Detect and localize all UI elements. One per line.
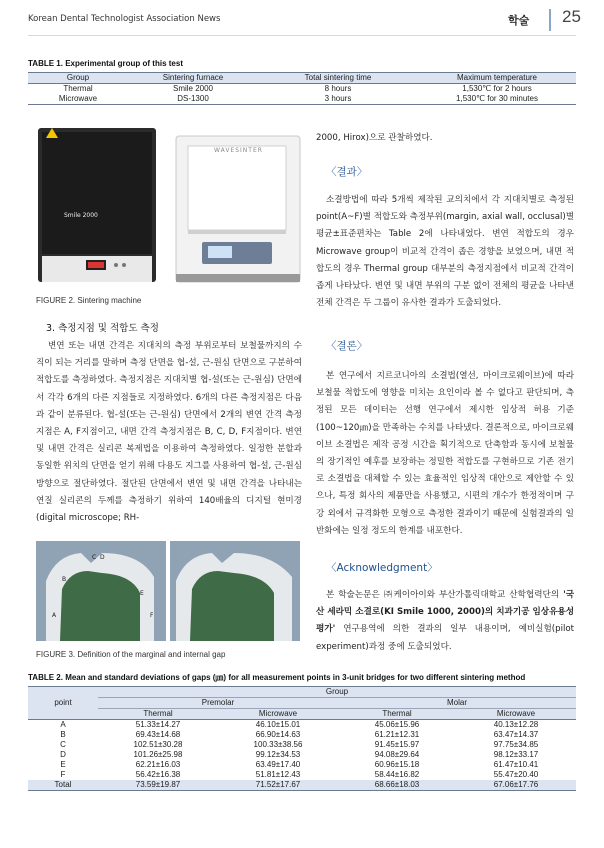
table1 [28, 72, 576, 105]
figure2-image [36, 126, 308, 286]
table2-subheader: Microwave [456, 709, 576, 720]
section-heading-measurement: 3. 측정지점 및 적합도 측정 [46, 323, 159, 334]
section-label: 학술 [508, 14, 530, 27]
table2-cell: 100.33±38.56 [253, 740, 303, 749]
table2-cell: 97.75±34.85 [493, 740, 539, 749]
table2-row [28, 760, 576, 770]
table2-cell: 51.33±14.27 [135, 720, 181, 729]
table2-cell: 61.21±12.31 [374, 730, 420, 739]
table2-group-header: Group [98, 687, 576, 698]
figure3-point-label: E [140, 590, 144, 597]
figure3-point-label: D [100, 554, 105, 561]
table1-cell: DS-1300 [128, 94, 258, 105]
table1-row [28, 84, 576, 95]
ack-project-title: '국산 세라믹 소결로(KI Smile 1000, 2000)의 치과기공 임상유용성 평가' [316, 590, 574, 635]
figure3-caption: FIGURE 3. Definition of the marginal and internal gap [36, 650, 226, 659]
table1-cell: 1,530℃ for 30 minutes [418, 94, 576, 105]
ack-text: 본 학술논문은 ㈜케이아이와 부산가톨릭대학교 산학협력단의 [326, 590, 564, 600]
table2-row [28, 730, 576, 740]
figure2-caption: FIGURE 2. Sintering machine [36, 296, 142, 305]
table2-subheader: Thermal [98, 709, 218, 720]
machine2-label: WAVESINTER [214, 147, 263, 154]
figure3-point-label: C [92, 554, 97, 561]
header-rule [28, 35, 576, 36]
table2-molar-header: Molar [338, 698, 576, 709]
table2-cell: 71.52±17.67 [218, 780, 338, 791]
figure3-image [36, 541, 300, 641]
table1-row [28, 94, 576, 105]
table2-cell: 40.13±12.28 [493, 720, 539, 729]
acknowledgment-heading: 〈Acknowledgment〉 [326, 562, 438, 574]
table2-cell: 102.51±30.28 [133, 740, 183, 749]
table2-cell: 61.47±10.41 [493, 760, 539, 769]
table1-cell: Microwave [28, 94, 128, 105]
figure3-point-label: B [62, 576, 67, 583]
table2-cell: 63.47±14.37 [493, 730, 539, 739]
figure3-point-label: F [150, 612, 154, 619]
table2-cell: 45.06±15.96 [374, 720, 420, 729]
table2-cell: D [60, 750, 66, 759]
table2-cell: 46.10±15.01 [255, 720, 301, 729]
acknowledgment-paragraph [316, 587, 574, 656]
gap-section-illustration [36, 541, 300, 641]
table2-cell: 58.44±16.82 [374, 770, 420, 779]
table2-cell: 66.90±14.63 [255, 730, 301, 739]
table2-cell: 73.59±19.87 [98, 780, 218, 791]
table2-cell: 60.96±15.18 [374, 760, 420, 769]
table2-cell: 55.47±20.40 [493, 770, 539, 779]
table1-cell: Thermal [63, 84, 93, 93]
table2-cell: A [60, 720, 66, 729]
figure3-point-label: A [52, 612, 57, 619]
table2-point-header: point [28, 687, 98, 720]
header-divider [549, 9, 551, 31]
results-heading: 〈결과〉 [326, 166, 368, 178]
conclusion-paragraph: 본 연구에서 지르코니아의 소결법(열선, 마이크로웨이브)에 따라 보철물 적합도에 영향을 미치는 요인이라 볼 수 없다고 판단되며, 측정된 모든 데이터는 선행 연구에서 제시한 임상적 허용 기준(100~120㎛)을 만족하는 수치를 나타냈다. 결론적으로, 마이크로웨이브 소결법은 제작 공정 시간을 획기적으로 단축함과 동시에 보철물의 장기적인 예후를 보장하는 정밀한 적합도를 구현하므로 기존 전기로 소결법을 대체할 수 있는 효율적인 임상적 대안으로 제안할 수 있으나, 특정 회사의 제품만을 사용했고, 시편의 개수가 한정적이며 구강 외에서 규격화한 모형으로 측정한 결과이기 때문에 실험결과의 일반화에는 일정 정도의 한계를 내포한다. [316, 371, 574, 536]
table2-cell: 98.12±33.17 [493, 750, 539, 759]
table1-caption: TABLE 1. Experimental group of this test [28, 59, 183, 68]
table2-cell: 51.81±12.43 [255, 770, 301, 779]
table2 [28, 686, 576, 791]
page-number: 25 [562, 7, 581, 26]
measurement-paragraph: 변연 또는 내면 간격은 지대치의 측정 부위로부터 보철물까지의 수직이 되는 거리를 말하며 측정 단면을 협-설, 근-원심 단면으로 구분하여 적합도를 측정하였다. 측정지점은 지대치별 협-설(또는 근-원심) 단면에서 각각 6개의 다른 지점들로 지정하였다. 6개의 다른 측정지점은 다음과 같이 분류된다. 협-설(또는 근-원심) 단면에서 2개의 변연 간격 측정지점은 A, F지점이고, 내면 간격 측정지점은 B, C, D, F지점이다. 변연 및 내면 간격은 실리콘 복제법을 이용하여 측정하였다. 일정한 분할과 동일한 위치의 단면을 얻기 위해 다용도 지그를 사용하여 협-설, 근-원심 방향으로 절단하였다. 절단된 단면에서 변연 및 내면 간격을 나타내는 연질 실리콘의 두께를 측정하기 위하여 140배율의 디지털 현미경(digital microscope; RH- [36, 341, 302, 524]
table2-row [28, 770, 576, 780]
table2-cell: E [60, 760, 66, 769]
table2-subheader: Thermal [338, 709, 456, 720]
table2-cell: B [60, 730, 66, 739]
table1-cell: 1,530℃ for 2 hours [462, 84, 532, 93]
table2-cell: 62.21±16.03 [135, 760, 181, 769]
table1-header: Maximum temperature [418, 73, 576, 84]
table2-cell: Total [28, 780, 98, 791]
table1-cell: Smile 2000 [172, 84, 214, 93]
table2-cell: C [60, 740, 66, 749]
table2-caption: TABLE 2. Mean and standard deviations of gaps (㎛) for all measurement points in 3-unit bridges for two different sintering method [28, 673, 526, 682]
table2-cell: 91.45±15.97 [374, 740, 420, 749]
journal-title: Korean Dental Technologist Association News [28, 14, 221, 24]
table2-row [28, 750, 576, 760]
table2-premolar-header: Premolar [98, 698, 338, 709]
table2-cell: 63.49±17.40 [255, 760, 301, 769]
table2-cell: 99.12±34.53 [255, 750, 301, 759]
sintering-machines-illustration [36, 126, 308, 286]
conclusion-heading: 〈결론〉 [326, 340, 368, 352]
table2-cell: 67.06±17.76 [456, 780, 576, 791]
table2-cell: 94.08±29.64 [374, 750, 420, 759]
table2-cell: 68.66±18.03 [338, 780, 456, 791]
table2-cell: 69.43±14.68 [135, 730, 181, 739]
table1-cell: 3 hours [258, 94, 418, 105]
table2-total-row [28, 780, 576, 791]
continued-text: 2000, Hirox)으로 관찰하였다. [316, 133, 433, 143]
table2-subheader: Microwave [218, 709, 338, 720]
table1-header: Total sintering time [258, 73, 418, 84]
table2-cell: 101.26±25.98 [133, 750, 183, 759]
table1-header: Group [28, 73, 128, 84]
table2-cell: F [60, 770, 66, 779]
table2-row [28, 720, 576, 731]
machine1-label: Smile 2000 [64, 212, 98, 219]
table1-cell: 8 hours [324, 84, 352, 93]
table2-cell: 56.42±16.38 [135, 770, 181, 779]
table2-row [28, 740, 576, 750]
table1-header: Sintering furnace [128, 73, 258, 84]
results-paragraph: 소결방법에 따라 5개씩 제작된 교의치에서 각 지대치별로 측정된 point(A~F)별 적합도와 측정부위(margin, axial wall, occlusal)별 평균±표준편차는 Table 2에 나타내었다. 변연 적합도의 경우 Microwave group이 비교적 간격이 좁은 경향을 보였으며, 내면 적합도의 경우 Thermal group 대부분의 측정지점에서 비교적 간격이 좁게 나타났다. 변연 및 내면 부위의 구분 없이 전체의 평균을 나타낸 전체 간격은 두 그룹이 유사한 결과가 도출되었다. [316, 195, 574, 309]
ack-text: 연구용역에 의한 결과의 일부 내용이며, 예비실험(pilot experiment)과정 중에 도출되었다. [316, 624, 574, 652]
